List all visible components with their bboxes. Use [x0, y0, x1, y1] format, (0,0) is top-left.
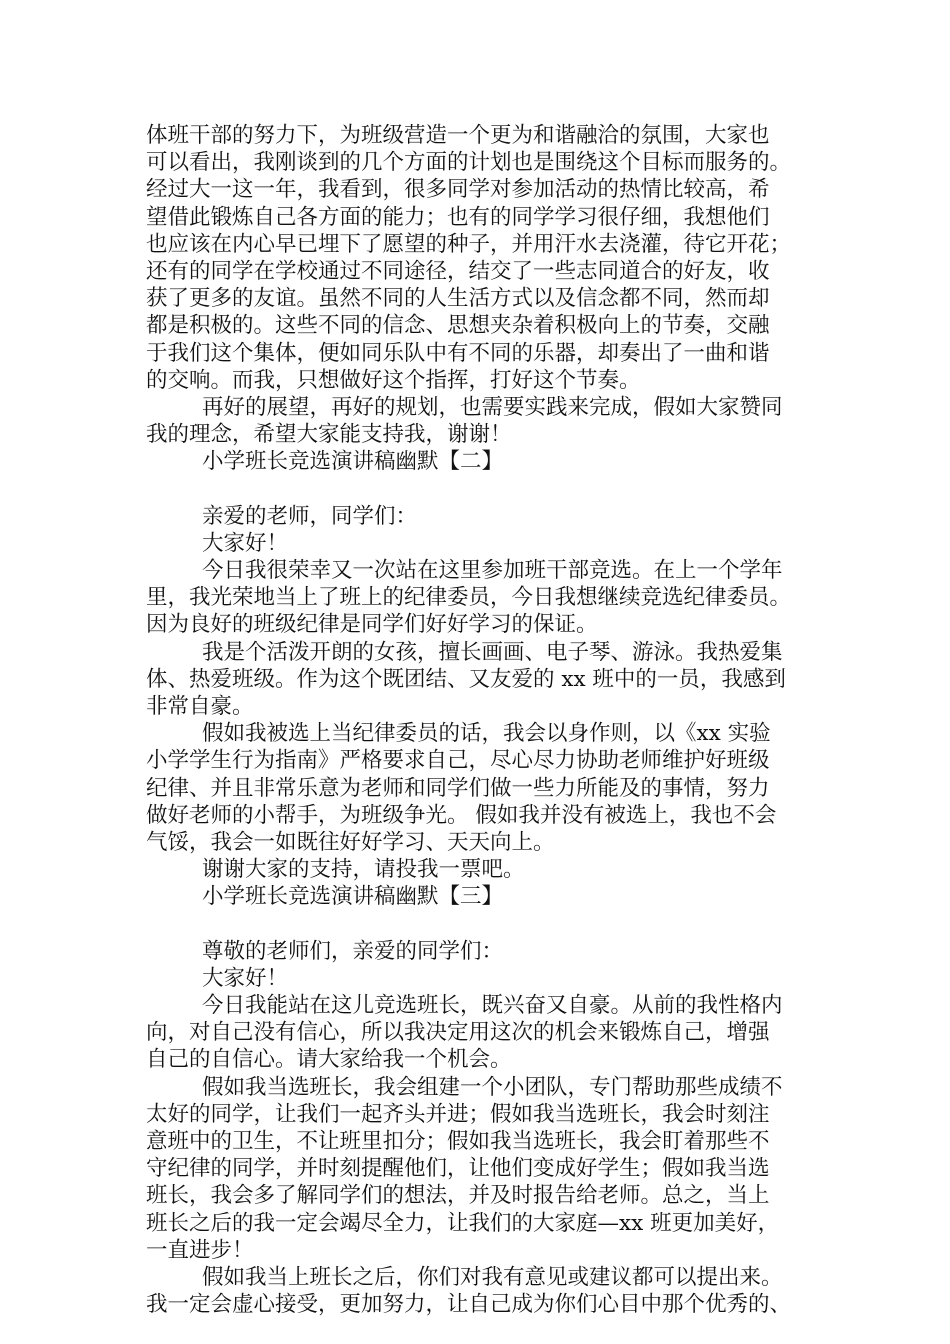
text-line: 一直进步！ [146, 1237, 254, 1263]
blank-line [146, 910, 828, 937]
text-line: 可以看出，我刚谈到的几个方面的计划也是围绕这个目标而服务的。 [146, 150, 792, 176]
text-line: 大家好！ [202, 530, 289, 556]
text-line: 做好老师的小帮手，为班级争光。 假如我并没有被选上，我也不会 [146, 802, 777, 828]
text-line: 假如我当上班长之后，你们对我有意见或建议都可以提出来。 [202, 1264, 783, 1290]
text-line: 我的理念，希望大家能支持我，谢谢！ [146, 422, 512, 448]
text-line: 班长，我会多了解同学们的想法，并及时报告给老师。总之，当上 [146, 1183, 770, 1209]
text-line: 今日我能站在这儿竞选班长，既兴奋又自豪。从前的我性格内 [202, 993, 783, 1018]
text-line: 获了更多的友谊。虽然不同的人生活方式以及信念都不同，然而却 [146, 286, 770, 312]
text-line: 气馁，我会一如既往好好学习、天天向上。 [146, 829, 555, 855]
text-line: 里，我光荣地当上了班上的纪律委员，今日我想继续竞选纪律委员。 [146, 585, 792, 611]
text-line: 再好的展望，再好的规划，也需要实践来完成，假如大家赞同 [202, 394, 783, 420]
text-line: 都是积极的。这些不同的信念、思想夹杂着积极向上的节奏，交融 [146, 313, 770, 339]
blank-line [146, 475, 828, 502]
text-line: 小学班长竞选演讲稿幽默【三】 [202, 884, 504, 910]
text-line: 还有的同学在学校通过不同途径，结交了一些志同道合的好友，收 [146, 258, 770, 284]
document-body [146, 122, 828, 1318]
text-line: 体、热爱班级。作为这个既团结、又友爱的 xx 班中的一员，我感到 [146, 666, 786, 692]
text-line: 于我们这个集体，便如同乐队中有不同的乐器，却奏出了一曲和谐 [146, 340, 770, 366]
text-line: 小学学生行为指南》严格要求自己，尽心尽力协助老师维护好班级 [146, 748, 770, 774]
text-line: 的交响。而我，只想做好这个指挥，打好这个节奏。 [146, 367, 641, 393]
text-line: 经过大一这一年，我看到，很多同学对参加活动的热情比较高，希 [146, 177, 770, 203]
text-line: 因为良好的班级纪律是同学们好好学习的保证。 [146, 612, 598, 638]
text-line: 亲爱的老师，同学们： [202, 503, 418, 529]
text-line: 假如我被选上当纪律委员的话，我会以身作则，以《xx 实验 [202, 721, 771, 747]
text-line: 向，对自己没有信心，所以我决定用这次的机会来锻炼自己，增强 [146, 1020, 770, 1046]
text-line: 班长之后的我一定会竭尽全力，让我们的大家庭—xx 班更加美好， [146, 1210, 780, 1236]
text-line: 大家好！ [202, 965, 289, 991]
text-line: 纪律、并且非常乐意为老师和同学们做一些力所能及的事情，努力 [146, 775, 770, 801]
text-line: 自己的自信心。请大家给我一个机会。 [146, 1047, 512, 1073]
text-line: 尊敬的老师们，亲爱的同学们： [202, 938, 504, 964]
text-line: 望借此锻炼自己各方面的能力；也有的同学学习很仔细，我想他们 [146, 204, 770, 230]
text-line: 太好的同学，让我们一起齐头并进；假如我当选班长，我会时刻注 [146, 1101, 770, 1127]
text-line: 意班中的卫生，不让班里扣分；假如我当选班长，我会盯着那些不 [146, 1128, 770, 1154]
text-line: 假如我当选班长，我会组建一个小团队，专门帮助那些成绩不 [202, 1074, 783, 1100]
text-line: 我一定会虚心接受，更加努力，让自己成为你们心目中那个优秀的、 [146, 1292, 792, 1318]
text-line: 今日我很荣幸又一次站在这里参加班干部竞选。在上一个学年 [202, 558, 783, 583]
text-line: 守纪律的同学，并时刻提醒他们，让他们变成好学生；假如我当选 [146, 1156, 770, 1182]
text-line: 也应该在内心早已埋下了愿望的种子，并用汗水去浇灌，待它开花； [146, 231, 792, 257]
text-line: 我是个活泼开朗的女孩，擅长画画、电子琴、游泳。我热爱集 [202, 639, 783, 665]
text-line: 非常自豪。 [146, 693, 254, 719]
text-line: 体班干部的努力下，为班级营造一个更为和谐融洽的氛围，大家也 [146, 123, 770, 148]
text-line: 小学班长竞选演讲稿幽默【二】 [202, 449, 504, 475]
text-line: 谢谢大家的支持，请投我一票吧。 [202, 857, 525, 883]
